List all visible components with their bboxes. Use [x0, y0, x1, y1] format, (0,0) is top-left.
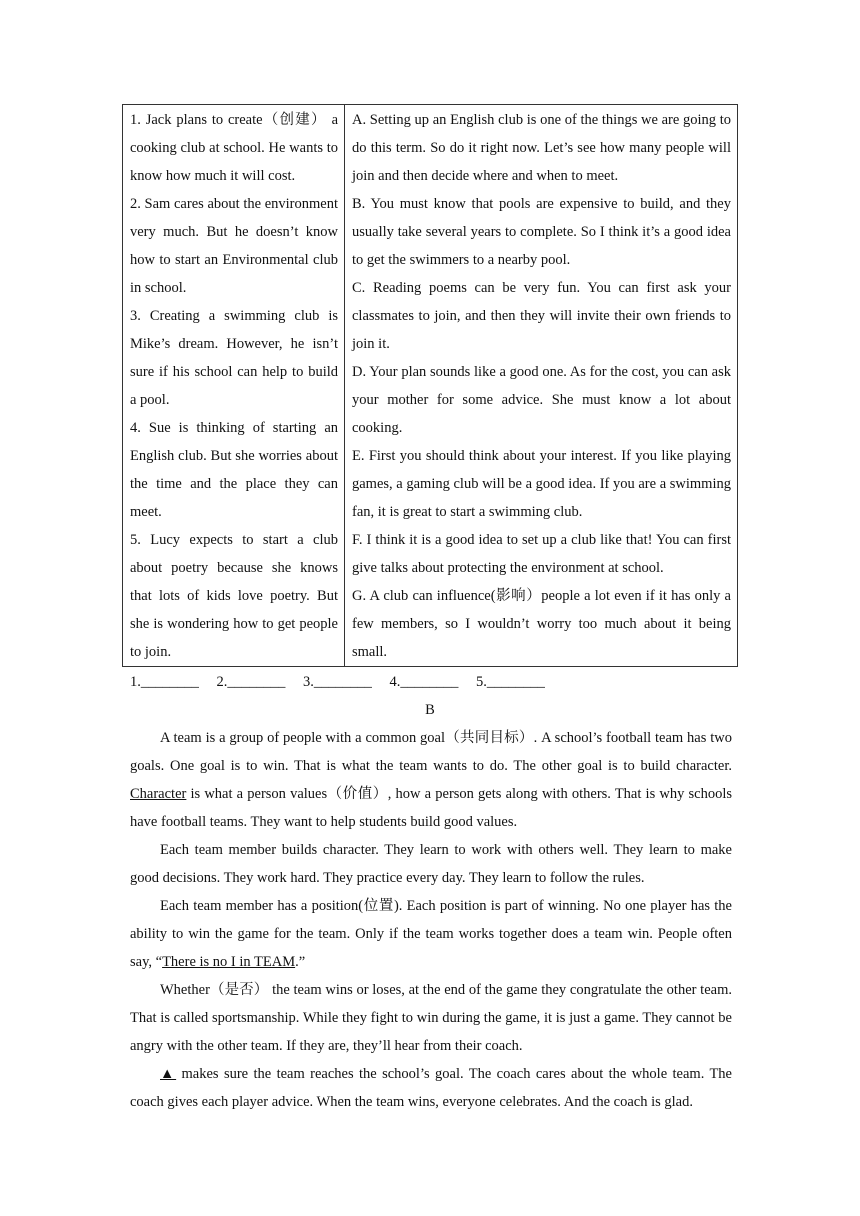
situation-item-5: 5. Lucy expects to start a club about poetry because she knows that lots of kids love poetry. But she is wondering how to get people to join. [130, 532, 338, 660]
paragraph-3 [130, 892, 732, 976]
table-row [123, 105, 738, 667]
section-title: B [425, 702, 435, 718]
answer-blanks [130, 668, 559, 696]
answer-blank-4[interactable]: 4.________ [389, 674, 459, 690]
paragraph-1-text-a: A team is a group of people with a common goal（共同目标）. A school’s football team has two goals. One goal is to win. That is what the team wants to do. The other goal is to build character. [130, 730, 732, 774]
reading-passage [130, 724, 732, 1116]
situations-column [123, 105, 345, 667]
advice-item-a: A. Setting up an English club is one of the things we are going to do this term. So do it right now. Let’s see how many people will join and then decide where and when to meet. [352, 112, 731, 184]
advice-item-d: D. Your plan sounds like a good one. As for the cost, you can ask your mother for some advice. She must know a lot about cooking. [352, 364, 731, 436]
situation-item-2: 2. Sam cares about the environment very much. But he doesn’t know how to start an Environmental club in school. [130, 196, 338, 296]
paragraph-1 [130, 724, 732, 836]
paragraph-1-text-b: is what a person values（价值）, how a person gets along with others. That is why schools have football teams. They want to help students build good values. [130, 786, 732, 830]
underlined-phrase-team: There is no I in TEAM [162, 954, 296, 970]
paragraph-2: Each team member builds character. They learn to work with others well. They learn to make good decisions. They work hard. They practice every day. They learn to follow the rules. [130, 842, 732, 886]
advice-column [345, 105, 738, 667]
paragraph-4: Whether（是否） the team wins or loses, at the end of the game they congratulate the other team. That is called sportsmanship. While they fight to win during the game, it is just a game. They cannot be angry with the other team. If they are, they’ll hear from their coach. [130, 982, 732, 1054]
paragraph-3-text-b: .” [295, 954, 306, 970]
paragraph-5-text: makes sure the team reaches the school’s goal. The coach cares about the whole team. The coach gives each player advice. When the team wins, everyone celebrates. And the coach is glad. [130, 1066, 732, 1110]
answer-blank-2[interactable]: 2.________ [216, 674, 286, 690]
paragraph-3-text-a: Each team member has a position(位置). Each position is part of winning. No one player has the ability to win the game for the team. Only if the team works together does a team win. People often say, “ [130, 898, 732, 970]
matching-table [122, 104, 738, 667]
underlined-word-character: Character [130, 786, 187, 802]
advice-item-e: E. First you should think about your interest. If you like playing games, a gaming club will be a good idea. If you are a swimming fan, it is great to start a swimming club. [352, 448, 731, 520]
advice-item-g: G. A club can influence(影响）people a lot even if it has only a few members, so I wouldn’t worry too much about it being small. [352, 588, 731, 660]
answer-blank-1[interactable]: 1.________ [130, 674, 199, 690]
paragraph-5 [130, 1060, 732, 1116]
triangle-blank-icon: ▲ [160, 1066, 177, 1082]
advice-item-c: C. Reading poems can be very fun. You can first ask your classmates to join, and then they will invite their own friends to join it. [352, 280, 731, 352]
situation-item-1: 1. Jack plans to create（创建） a cooking club at school. He wants to know how much it will cost. [130, 112, 338, 184]
advice-item-f: F. I think it is a good idea to set up a club like that! You can first give talks about protecting the environment at school. [352, 532, 731, 576]
advice-item-b: B. You must know that pools are expensive to build, and they usually take several years to complete. So I think it’s a good idea to get the swimmers to a nearby pool. [352, 196, 731, 268]
answer-blank-5[interactable]: 5.________ [476, 674, 545, 690]
answer-blank-3[interactable]: 3.________ [303, 674, 372, 690]
situation-item-4: 4. Sue is thinking of starting an English club. But she worries about the time and the place they can meet. [130, 420, 338, 520]
situation-item-3: 3. Creating a swimming club is Mike’s dream. However, he isn’t sure if his school can help to build a pool. [130, 308, 338, 408]
